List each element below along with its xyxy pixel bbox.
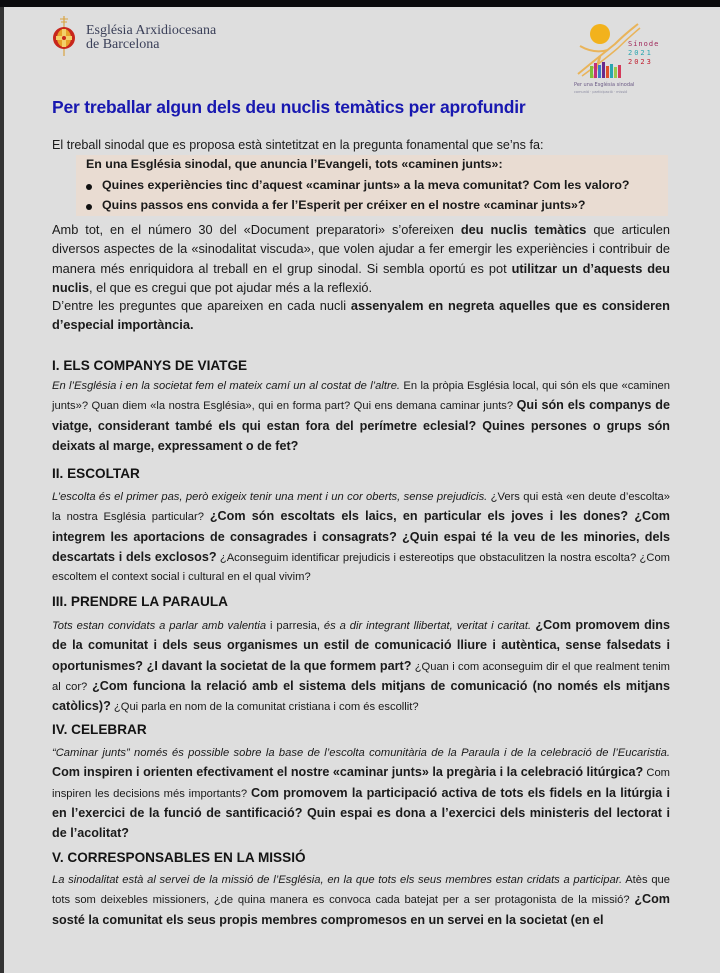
- section-heading-3: III. PRENDRE LA PARAULA: [52, 594, 228, 609]
- s5-plain: Atès que tots som deixebles missioners, ¿de quina manera es convoca cada batejat per a ser protagonista de la missió?: [52, 874, 670, 907]
- p1-text-c: que articulen diversos aspectes de la «sinodalitat viscuda», que volen ajudar a fer emergir les experiències i contribuir de manera més enriquidora al treball en el grup sinodal. Si sembla oportú es pot: [52, 222, 670, 276]
- section-body-4: [52, 743, 670, 844]
- s3-plain2: ¿Quan i com aconseguim dir el que realment tenim al cor?: [52, 660, 670, 693]
- p1-bold-b: deu nuclis temàtics: [460, 222, 587, 237]
- s1-bold: Qui són els companys de viatge, considerant també els qui estan fora del perímetre eclesial? Quines persones o grups són deixats al marge, expressament o de fet?: [52, 398, 670, 453]
- s2-bold: ¿Com són escoltats els laics, en particular els joves i les dones? ¿Com integrem les aportacions de consagrades i consagrats? ¿Quin espai té la veu de les minories, dels descartats i dels exclosos?: [52, 509, 670, 564]
- section-heading-1: I. ELS COMPANYS DE VIATGE: [52, 358, 248, 373]
- p2-text-a: D’entre les preguntes que apareixen en cada nucli: [52, 298, 351, 313]
- bullet-icon: [86, 204, 92, 210]
- intro-text: El treball sinodal que es proposa està sintetitzat en la pregunta fonamental que se’ns fa:: [52, 138, 544, 152]
- s3-bold2: ¿Com funciona la relació amb el sistema dels mitjans de comunicació (no només els mitjans catòlics)?: [52, 678, 671, 714]
- top-bar: [0, 0, 720, 7]
- p2-bold-b: assenyalem en negreta aquelles que es consideren d’especial importància.: [52, 298, 670, 333]
- synod-logo: [570, 16, 690, 98]
- s3-italic: Tots estan convidats a parlar amb valentia: [52, 620, 267, 632]
- s3-italic2: és a dir integrant llibertat, veritat i caritat.: [323, 620, 532, 632]
- s5-italic: La sinodalitat està al servei de la missió de l’Església, en la que tots els seus membres estan cridats a participar.: [52, 874, 623, 886]
- highlight-bullet-2: Quins passos ens convida a fer l’Esperit per créixer en el nostre «caminar junts»?: [102, 198, 586, 212]
- section-body-5: [52, 871, 670, 931]
- section-body-1: [52, 377, 670, 457]
- synod-year-start: 2021: [628, 49, 653, 57]
- s2-italic: L’escolta és el primer pas, però exigeix tenir una ment i un cor oberts, sense prejudicis.: [52, 491, 488, 503]
- archdiocese-name: [86, 24, 216, 52]
- highlight-lead: En una Església sinodal, que anuncia l’Evangeli, tots «caminen junts»:: [86, 157, 503, 171]
- synod-word: Sínode: [628, 40, 660, 48]
- section-heading-5: V. CORRESPONSABLES EN LA MISSIÓ: [52, 850, 306, 865]
- s2-plain: ¿Vers qui està «en deute d’escolta» la nostra Església particular?: [52, 491, 671, 524]
- s1-italic: En l’Església i en la societat fem el mateix camí un al costat de l’altre.: [52, 380, 401, 392]
- highlight-bullet-1: Quines experiències tinc d’aquest «caminar junts» a la meva comunitat? Com les valoro?: [102, 178, 630, 192]
- s2-plain2: ¿Aconseguim identificar prejudicis i estereotips que obstaculitzen la nostra escolta? ¿Com escoltem el context social i cultural en el qual vivim?: [52, 551, 670, 584]
- page-title: Per treballar algun dels deu nuclis temàtics per aprofundir: [52, 97, 526, 117]
- s1-plain: En la pròpia Església local, qui són els que «caminen junts»? Quan diem «la nostra Església», qui en forma part? Qui ens demana caminar junts?: [52, 380, 670, 413]
- s5-bold: ¿Com sosté la comunitat els seus propis membres compromesos en un servei en la societat (en el: [52, 892, 670, 927]
- p1-text-a: Amb tot, en el número 30 del «Document preparatori» s’ofereixen: [52, 222, 461, 237]
- p1-bold-d: utilitzar un d’aquests deu nuclis: [52, 260, 670, 295]
- archdiocese-name-line1: Església Arxidiocesana: [86, 23, 217, 38]
- s4-italic: “Caminar junts” només és possible sobre la base de l’escolta comunitària de la Paraula i de la celebració de l’Eucaristia.: [52, 747, 670, 759]
- s4-plain: Com inspiren les decisions més importants?: [52, 767, 671, 800]
- paragraph-negreta: [52, 296, 670, 335]
- section-body-2: [52, 488, 670, 587]
- synod-subtitle: comunió · participació · missió: [574, 90, 628, 94]
- p1-text-e: , el que es cregui que pot ajudar més a la reflexió.: [88, 279, 373, 295]
- section-heading-4: IV. CELEBRAR: [52, 722, 147, 737]
- s4-bold: Com inspiren i orienten efectivament el nostre «caminar junts» la pregària i la celebració litúrgica?: [52, 765, 644, 780]
- synod-tagline: Per una Església sinodal: [574, 82, 635, 88]
- paragraph-nuclis: [52, 220, 670, 297]
- section-heading-2: II. ESCOLTAR: [52, 466, 140, 481]
- synod-year-end: 2023: [628, 58, 653, 66]
- s3-plain: i parresia,: [266, 620, 324, 632]
- archdiocese-coat-of-arms-icon: [52, 14, 76, 58]
- section-body-3: [52, 616, 670, 717]
- s3-bold: ¿Com promovem dins de la comunitat i dels seus organismes un estil de comunicació lliure i autèntica, sense falsedats i oportunismes? ¿I davant la societat de la que formem part?: [52, 618, 670, 673]
- s4-bold2: Com promovem la participació activa de tots els fidels en la litúrgia i en l’exercici de la funció de santificació? Quin espai es dona a l’exercici dels ministeris del lectorat i de l’acolitat?: [52, 785, 670, 841]
- archdiocese-name-line2: de Barcelona: [86, 37, 160, 52]
- bullet-icon: [86, 184, 92, 190]
- s3-plain3: ¿Qui parla en nom de la comunitat cristiana i com és escollit?: [110, 701, 419, 714]
